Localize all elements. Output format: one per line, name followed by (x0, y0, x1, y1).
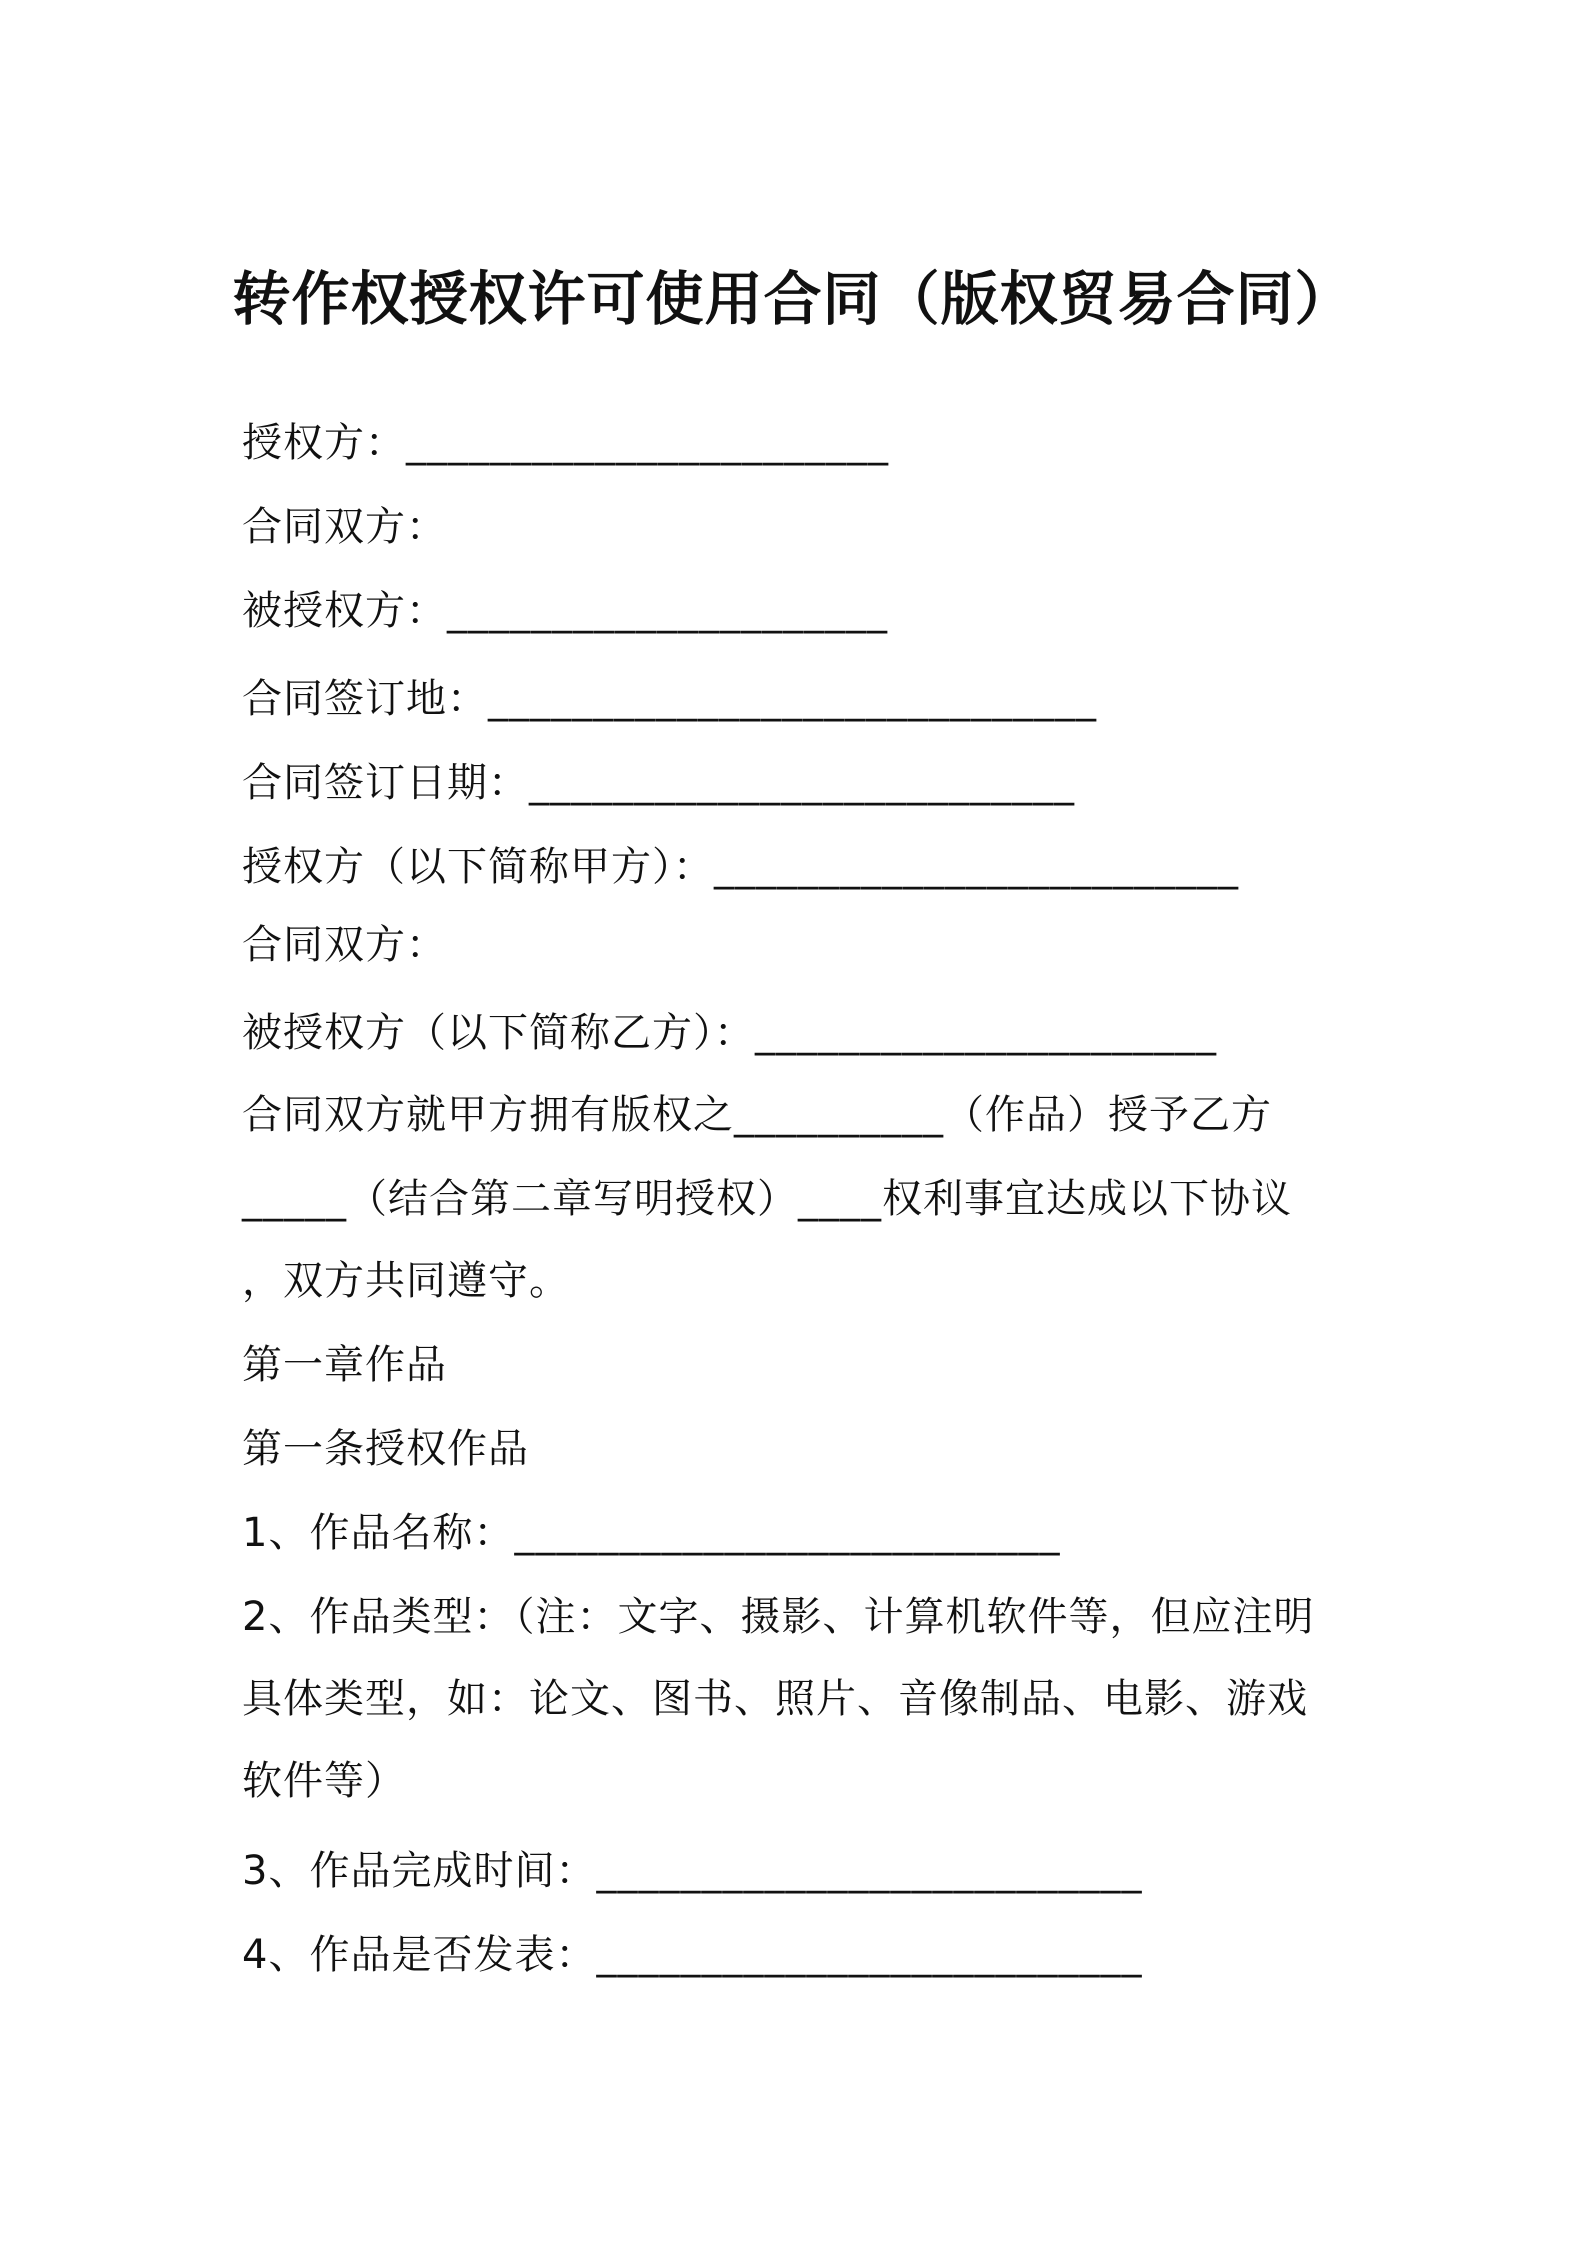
agreement-text-line-3: ，双方共同遵守。 (242, 1258, 570, 1304)
work-published-line: 4、作品是否发表：__________________________ (242, 1932, 1143, 1978)
agreement-text-line-2: _____（结合第二章写明授权）____权利事宜达成以下协议 (242, 1176, 1292, 1222)
article-1-heading: 第一条授权作品 (242, 1426, 529, 1472)
work-type-line-3: 软件等） (242, 1758, 406, 1804)
party-a-line: 授权方（以下简称甲方）：_________________________ (242, 844, 1239, 890)
chapter-1-heading: 第一章作品 (242, 1342, 447, 1388)
parties-heading-2: 合同双方： (242, 922, 447, 968)
work-completion-line: 3、作品完成时间：__________________________ (242, 1848, 1143, 1894)
party-b-line: 被授权方（以下简称乙方）：______________________ (242, 1010, 1217, 1056)
parties-heading-1: 合同双方： (242, 504, 447, 550)
signing-date-line: 合同签订日期：__________________________ (242, 760, 1075, 806)
licensor-line: 授权方：_______________________ (242, 420, 889, 466)
work-name-line: 1、作品名称：__________________________ (242, 1510, 1061, 1556)
signing-place-line: 合同签订地：_____________________________ (242, 676, 1097, 722)
work-type-line-1: 2、作品类型：（注：文字、摄影、计算机软件等，但应注明 (242, 1594, 1315, 1640)
document-title: 转作权授权许可使用合同（版权贸易合同） (232, 265, 1354, 333)
work-type-line-2: 具体类型，如：论文、图书、照片、音像制品、电影、游戏 (242, 1676, 1308, 1722)
licensee-line: 被授权方：_____________________ (242, 588, 888, 634)
agreement-text-line-1: 合同双方就甲方拥有版权之__________（作品）授予乙方 (242, 1092, 1272, 1138)
